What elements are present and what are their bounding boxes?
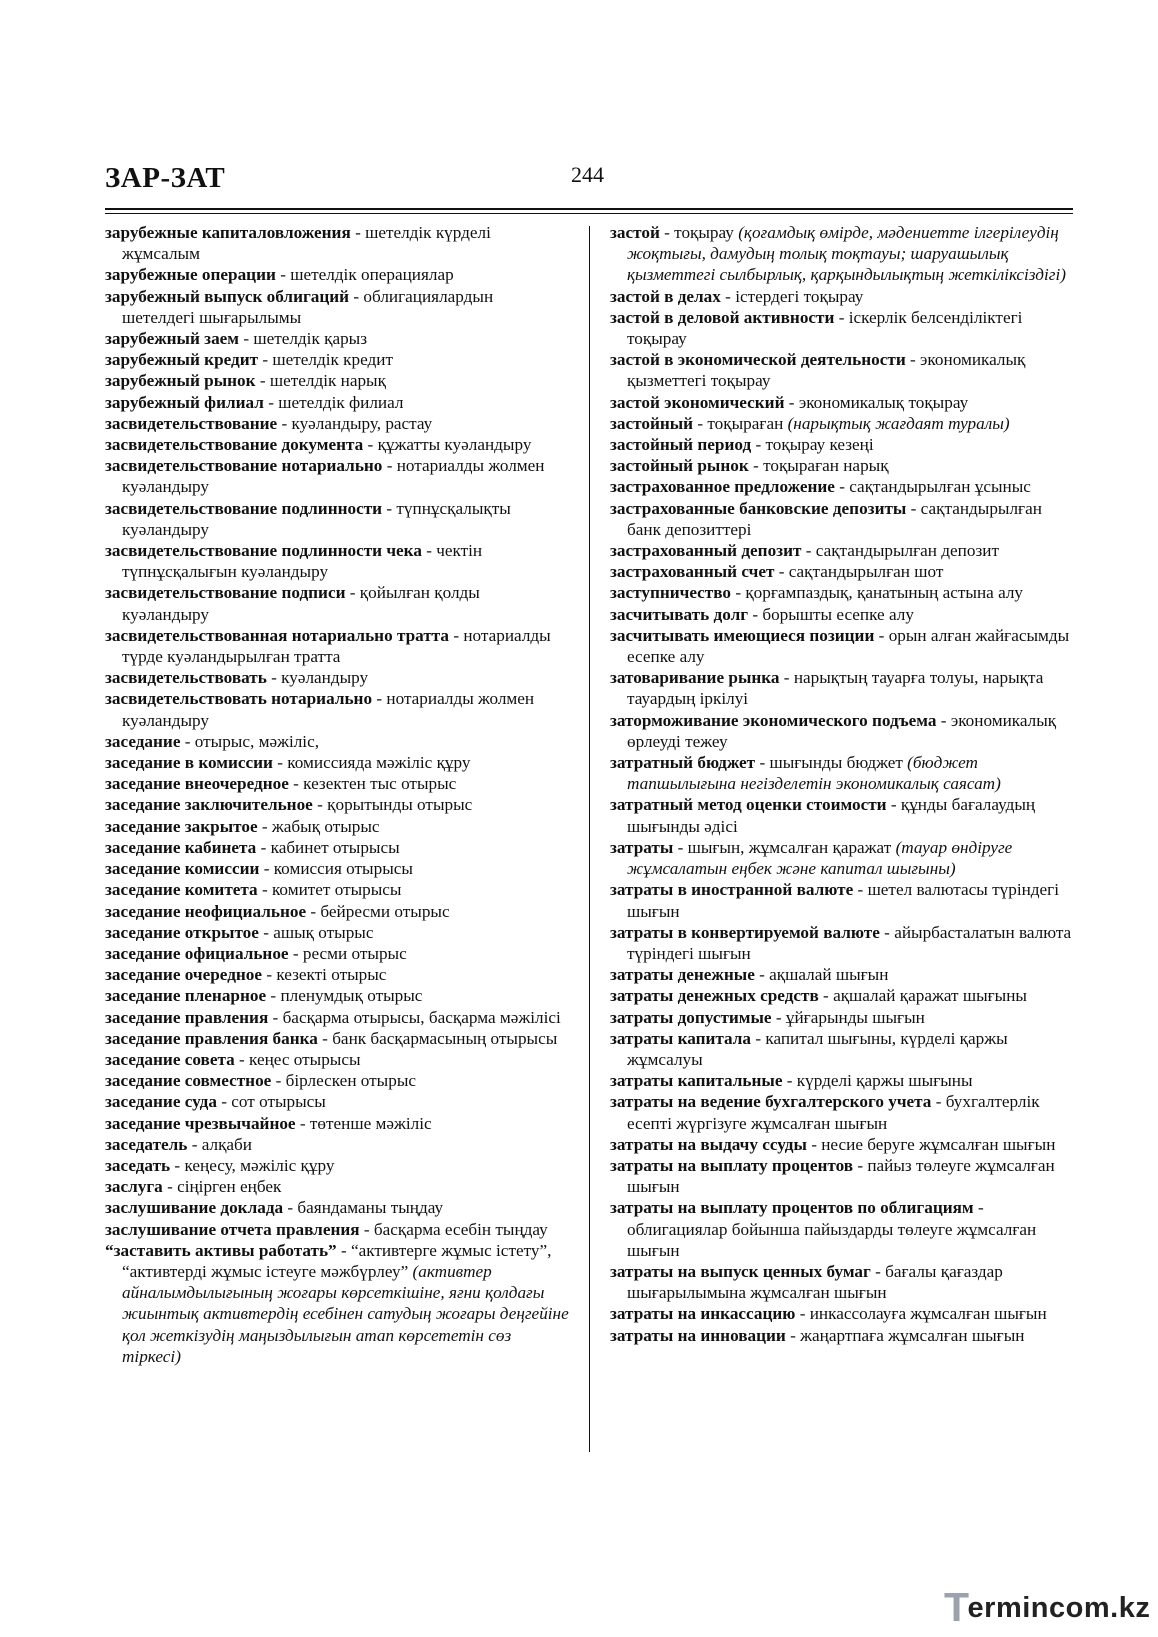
dictionary-entry: [105, 370, 570, 391]
entry-definition: - нотариалды жолмен куәландыру: [122, 689, 535, 730]
entry-definition: - тоқырау кезеңі: [751, 435, 874, 455]
entry-note: (нарықтық жағдаят туралы): [787, 413, 1010, 433]
dictionary-entry: [105, 1176, 570, 1197]
dictionary-entry: [610, 794, 1077, 836]
entry-term: застой в экономической деятельности: [610, 350, 906, 370]
dictionary-entry: [105, 498, 570, 540]
dictionary-entry: [105, 286, 570, 328]
entry-definition: - кезектен тыс отырыс: [288, 774, 457, 794]
entry-definition: - жабық отырыс: [257, 816, 380, 836]
dictionary-entry: [610, 1303, 1077, 1324]
dictionary-entry: [610, 307, 1077, 349]
entry-definition: - чектін түпнұсқалығын куәландыру: [122, 541, 483, 582]
entry-term: затраты на инкассацию: [610, 1304, 796, 1324]
entry-term: затраты капитальные: [610, 1071, 783, 1091]
entry-term: застойный: [610, 413, 694, 433]
dictionary-entry: [610, 498, 1077, 540]
entry-term: заседание суда: [105, 1092, 217, 1112]
entry-term: затоваривание рынка: [610, 668, 780, 688]
entry-term: затраты на инновации: [610, 1325, 786, 1345]
entry-definition: - банк басқармасының отырысы: [317, 1028, 558, 1048]
entry-term: застой в делах: [610, 286, 721, 306]
dictionary-entry: [105, 328, 570, 349]
dictionary-entry: [105, 858, 570, 879]
entry-term: заседание официальное: [105, 943, 289, 963]
dictionary-entry: [610, 1091, 1077, 1133]
entry-term: застрахованный депозит: [610, 541, 802, 561]
entry-term: заседание заключительное: [105, 795, 313, 815]
dictionary-entry: [610, 1155, 1077, 1197]
entry-definition: - орын алған жайғасымды есепке алу: [627, 625, 1070, 667]
right-column: [610, 222, 1077, 1346]
entry-term: засчитывать имеющиеся позиции: [610, 625, 875, 645]
entry-definition: - сақтандырылған депозит: [801, 541, 999, 561]
entry-definition: - комиссияда мәжіліс құру: [272, 753, 471, 773]
dictionary-entry: [610, 922, 1077, 964]
entry-definition: - жаңартпаға жұмсалған шығын: [785, 1325, 1025, 1345]
entry-term: затраты допустимые: [610, 1007, 772, 1027]
entry-term: “заставить активы работать”: [105, 1240, 337, 1260]
entry-definition: - алқаби: [187, 1134, 252, 1154]
entry-term: заседание открытое: [105, 922, 259, 942]
entry-definition: - ақшалай қаражат шығыны: [818, 986, 1027, 1006]
dictionary-entry: [610, 455, 1077, 476]
entry-definition: - бейресми отырыс: [306, 901, 450, 921]
dictionary-entry: [105, 540, 570, 582]
dictionary-entry: [105, 349, 570, 370]
dictionary-entry: [610, 985, 1077, 1006]
dictionary-entry: [610, 1007, 1077, 1028]
entry-term: заседание кабинета: [105, 837, 257, 857]
entry-term: засвидетельствование: [105, 413, 278, 433]
dictionary-entry: [610, 286, 1077, 307]
entry-definition: - күрделі қаржы шығыны: [782, 1071, 973, 1091]
dictionary-entry: [105, 901, 570, 922]
entry-definition: - шығынды бюджет: [755, 753, 908, 773]
entry-term: засвидетельствовать нотариально: [105, 689, 373, 709]
dictionary-entry: [610, 1261, 1077, 1303]
entry-definition: - куәландыру: [266, 668, 369, 688]
dictionary-entry: [105, 985, 570, 1006]
entry-definition: - сақтандырылған шот: [774, 562, 944, 582]
entry-term: засвидетельствование подлинности чека: [105, 541, 422, 561]
dictionary-entry: [105, 455, 570, 497]
entry-term: затраты капитала: [610, 1028, 752, 1048]
entry-definition: - ұйғарынды шығын: [771, 1007, 925, 1027]
entry-definition: - түпнұсқалықты куәландыру: [122, 498, 511, 539]
entry-term: засвидетельствование подлинности: [105, 498, 383, 518]
entry-term: заседание правления банка: [105, 1028, 318, 1048]
entry-term: засвидетельствование документа: [105, 435, 364, 455]
dictionary-entry: [105, 1197, 570, 1218]
dictionary-entry: [105, 1049, 570, 1070]
entry-term: заседание комитета: [105, 880, 258, 900]
dictionary-entry: [105, 222, 570, 264]
entry-term: заторможивание экономического подъема: [610, 710, 937, 730]
entry-term: заступничество: [610, 583, 732, 603]
entry-definition: - облигациялардын шетелдегі шығарылымы: [122, 286, 494, 327]
entry-definition: - баяндаманы тыңдау: [283, 1198, 444, 1218]
entry-term: заслушивание отчета правления: [105, 1219, 360, 1239]
dictionary-entry: [105, 1113, 570, 1134]
entry-definition: - басқарма отырысы, басқарма мәжілісі: [268, 1007, 561, 1027]
entry-definition: - сот отырысы: [216, 1092, 326, 1112]
dictionary-entry: [610, 879, 1077, 921]
entry-term: затратный метод оценки стоимости: [610, 795, 887, 815]
left-column: [105, 222, 570, 1367]
entry-term: затраты в иностранной валюте: [610, 880, 854, 900]
entry-definition: - бірлескен отырыс: [271, 1071, 417, 1091]
entry-term: зарубежный кредит: [105, 350, 259, 370]
entry-definition: - куәландыру, растау: [277, 413, 433, 433]
dictionary-entry: [610, 582, 1077, 603]
dictionary-entry: [610, 1028, 1077, 1070]
entry-definition: - пленумдық отырыс: [266, 986, 423, 1006]
dictionary-entry: [610, 667, 1077, 709]
entry-definition: - шетелдік филиал: [263, 392, 404, 412]
header-rule-thick: [105, 208, 1073, 210]
entry-definition: - қойылған қолды куәландыру: [122, 583, 480, 624]
entry-definition: - құжатты куәландыру: [363, 435, 532, 455]
entry-definition: - шығын, жұмсалған қаражат: [673, 837, 896, 857]
entry-term: заседание совета: [105, 1049, 235, 1069]
entry-definition: - қорғампаздық, қанатының астына алу: [731, 583, 1024, 603]
entry-definition: - комиссия отырысы: [259, 859, 413, 879]
entry-definition: - ресми отырыс: [288, 943, 407, 963]
entry-definition: - ақшалай шығын: [754, 965, 889, 985]
entry-term: затраты на ведение бухгалтерского учета: [610, 1092, 932, 1112]
dictionary-entry: [610, 710, 1077, 752]
entry-definition: - бағалы қағаздар шығарылымына жұмсалған шығын: [627, 1261, 1003, 1303]
dictionary-entry: [610, 1070, 1077, 1091]
entry-term: затраты денежные: [610, 965, 755, 985]
entry-term: засвидетельствование нотариально: [105, 456, 383, 476]
entry-term: застой экономический: [610, 392, 785, 412]
dictionary-entry: [105, 688, 570, 730]
dictionary-entry: [105, 922, 570, 943]
entry-definition: - шетелдік нарық: [255, 371, 386, 391]
entry-definition: - шетелдік қарыз: [239, 329, 368, 349]
entry-note: (қоғамдық өмірде, мәдениетте ілгерілеудің жоқтығы, дамудың толық тоқтауы; шаруашылық қызметтегі сылбырлық, қарқындылықтың жеткіліксіздігі): [627, 223, 1066, 285]
entry-term: затратный бюджет: [610, 753, 756, 773]
entry-definition: - экономикалық өрлеуді тежеу: [627, 710, 1057, 751]
entry-term: заседание закрытое: [105, 816, 258, 836]
dictionary-entry: [105, 816, 570, 837]
dictionary-entry: [610, 1134, 1077, 1155]
entry-term: заседание пленарное: [105, 986, 267, 1006]
dictionary-entry: [105, 773, 570, 794]
entry-definition: - кеңесу, мәжіліс құру: [170, 1155, 335, 1175]
dictionary-entry: [105, 434, 570, 455]
entry-term: заседание очередное: [105, 965, 263, 985]
entry-definition: - құнды бағалаудың шығынды әдісі: [627, 795, 1036, 836]
entry-definition: - тоқыраған нарық: [748, 456, 889, 476]
entry-term: застойный период: [610, 435, 752, 455]
dictionary-entry: [610, 752, 1077, 794]
entry-term: застойный рынок: [610, 456, 749, 476]
entry-definition: - нотариалды түрде куәландырылған тратта: [122, 625, 551, 667]
entry-term: заседание чрезвычайное: [105, 1113, 296, 1133]
entry-definition: - борышты есепке алу: [748, 604, 914, 624]
dictionary-entry: [105, 731, 570, 752]
entry-definition: - басқарма есебін тыңдау: [359, 1219, 548, 1239]
entry-term: засвидетельствованная нотариально тратта: [105, 625, 450, 645]
entry-definition: - отырыс, мәжіліс,: [180, 731, 320, 751]
entry-term: заслуга: [105, 1177, 163, 1197]
dictionary-entry: [610, 964, 1077, 985]
section-title: ЗАР-ЗАТ: [105, 162, 226, 194]
dictionary-entry: [610, 476, 1077, 497]
page-header: [105, 150, 1075, 208]
entry-definition: - экономикалық тоқырау: [784, 392, 969, 412]
entry-term: заседание правления: [105, 1007, 269, 1027]
entry-term: заседать: [105, 1155, 171, 1175]
watermark-t-letter: T: [944, 1584, 970, 1630]
dictionary-entry: [610, 540, 1077, 561]
dictionary-entry: [610, 1325, 1077, 1346]
dictionary-entry: [105, 943, 570, 964]
entry-term: застрахованные банковские депозиты: [610, 498, 907, 518]
entry-definition: - облигациялар бойынша пайыздарды төлеуге жұмсалған шығын: [627, 1198, 1037, 1260]
watermark-logo: [944, 1580, 1151, 1630]
dictionary-entry: [610, 434, 1077, 455]
dictionary-entry: [610, 604, 1077, 625]
entry-definition: - шетелдік кредит: [258, 350, 393, 370]
dictionary-entry: [105, 667, 570, 688]
entry-definition: - шетелдік операциялар: [275, 265, 454, 285]
watermark-text: ermincom.kz: [967, 1592, 1151, 1624]
dictionary-entry: [105, 392, 570, 413]
entry-term: застрахованное предложение: [610, 477, 835, 497]
entry-term: зарубежный филиал: [105, 392, 264, 412]
entry-definition: - инкассолауға жұмсалған шығын: [795, 1304, 1047, 1324]
header-rule-thin: [105, 213, 1073, 214]
entry-term: застой в деловой активности: [610, 307, 835, 327]
entry-term: затраты на выдачу ссуды: [610, 1134, 807, 1154]
entry-term: застрахованный счет: [610, 562, 775, 582]
entry-definition: - комитет отырысы: [257, 880, 402, 900]
column-divider: [589, 226, 590, 1452]
entry-term: зарубежные капиталовложения: [105, 223, 351, 242]
entry-term: зарубежные операции: [105, 265, 276, 285]
entry-term: затраты в конвертируемой валюте: [610, 922, 880, 942]
dictionary-entry: [105, 1240, 570, 1367]
dictionary-entry: [610, 349, 1077, 391]
entry-definition: - сіңірген еңбек: [162, 1177, 282, 1197]
dictionary-entry: [105, 1091, 570, 1112]
entry-definition: - бухгалтерлік есепті жүргізуге жұмсалған шығын: [627, 1092, 1040, 1133]
entry-definition: - несие беруге жұмсалған шығын: [806, 1134, 1056, 1154]
entry-term: затраты на выплату процентов: [610, 1155, 854, 1175]
entry-term: зарубежный выпуск облигаций: [105, 286, 350, 306]
entry-term: заседание в комиссии: [105, 753, 273, 773]
dictionary-entry: [610, 625, 1077, 667]
dictionary-entry: [105, 1070, 570, 1091]
entry-term: затраты на выпуск ценных бумаг: [610, 1261, 871, 1281]
dictionary-entry: [105, 964, 570, 985]
entry-term: заседание внеочередное: [105, 774, 289, 794]
dictionary-entry: [610, 392, 1077, 413]
dictionary-entry: [105, 1134, 570, 1155]
entry-definition: - қорытынды отырыс: [312, 795, 473, 815]
entry-definition: - нотариалды жолмен куәландыру: [122, 456, 545, 497]
entry-term: затраты денежных средств: [610, 986, 819, 1006]
dictionary-entry: [610, 561, 1077, 582]
dictionary-entry: [105, 582, 570, 624]
entry-term: заседатель: [105, 1134, 188, 1154]
dictionary-entry: [105, 752, 570, 773]
dictionary-entry: [105, 837, 570, 858]
entry-definition: - нарықтың тауарға толуы, нарықта тауардың іркілуі: [627, 668, 1044, 709]
entry-definition: - кезекті отырыс: [262, 965, 387, 985]
entry-definition: - капитал шығыны, күрделі қаржы жұмсалуы: [627, 1028, 1008, 1069]
entry-term: затраты: [610, 837, 674, 857]
dictionary-entry: [610, 413, 1077, 434]
entry-definition: - шетелдік күрделі жұмсалым: [122, 223, 491, 264]
entry-definition: - істердегі тоқырау: [720, 286, 864, 306]
entry-term: заседание: [105, 731, 181, 751]
entry-definition: - сақтандырылған банк депозиттері: [627, 498, 1042, 539]
entry-term: зарубежный заем: [105, 329, 240, 349]
entry-definition: - сақтандырылған ұсыныс: [834, 477, 1031, 497]
dictionary-entry: [105, 794, 570, 815]
entry-definition: - төтенше мәжіліс: [295, 1113, 432, 1133]
dictionary-entry: [105, 1028, 570, 1049]
dictionary-entry: [105, 879, 570, 900]
dictionary-entry: [105, 264, 570, 285]
entry-note: (бюджет тапшылығына негізделетін экономикалық саясат): [627, 753, 1001, 794]
entry-term: засвидетельствовать: [105, 668, 267, 688]
dictionary-entry: [610, 1197, 1077, 1261]
entry-term: заседание неофициальное: [105, 901, 307, 921]
entry-definition: - кабинет отырысы: [256, 837, 400, 857]
entry-definition: - шетел валютасы түріндегі шығын: [627, 880, 1059, 921]
entry-definition: - іскерлік белсенділіктегі тоқырау: [627, 307, 1023, 349]
entry-term: зарубежный рынок: [105, 371, 256, 391]
entry-definition: - ашық отырыс: [258, 922, 374, 942]
dictionary-entry: [610, 837, 1077, 879]
entry-definition: - тоқыраған: [693, 413, 788, 433]
entry-definition: - кеңес отырысы: [234, 1049, 361, 1069]
dictionary-entry: [610, 222, 1077, 286]
entry-term: заслушивание доклада: [105, 1198, 284, 1218]
entry-term: засвидетельствование подписи: [105, 583, 346, 603]
entry-definition: - тоқырау: [659, 223, 739, 242]
entry-definition: - айырбасталатын валюта түріндегі шығын: [627, 922, 1072, 963]
entry-term: заседание комиссии: [105, 859, 260, 879]
entry-term: засчитывать долг: [610, 604, 749, 624]
page-number: 244: [571, 162, 604, 187]
entry-note: (активтер айналымдылығының жоғары көрсеткішіне, яғни қолдағы жиынтық активтердің есебінен сатудың жоғары деңгейіне қол жеткізудің маңыздылығын атап көрсететін сөз тіркесі): [122, 1261, 569, 1366]
entry-definition: - экономикалық қызметтегі тоқырау: [627, 350, 1026, 391]
dictionary-entry: [105, 413, 570, 434]
entry-term: заседание совместное: [105, 1071, 272, 1091]
dictionary-entry: [105, 625, 570, 667]
entry-definition: - “активтерге жұмыс істету”, “активтерді жұмыс істеуге мәжбүрлеу”: [122, 1240, 552, 1281]
dictionary-entry: [105, 1219, 570, 1240]
entry-definition: - пайыз төлеуге жұмсалған шығын: [627, 1155, 1055, 1197]
entry-note: (тауар өндіруге жұмсалатын еңбек және капитал шығыны): [627, 837, 1013, 879]
entry-term: затраты на выплату процентов по облигациям: [610, 1198, 974, 1218]
dictionary-entry: [105, 1007, 570, 1028]
entry-term: застой: [610, 223, 660, 242]
dictionary-entry: [105, 1155, 570, 1176]
